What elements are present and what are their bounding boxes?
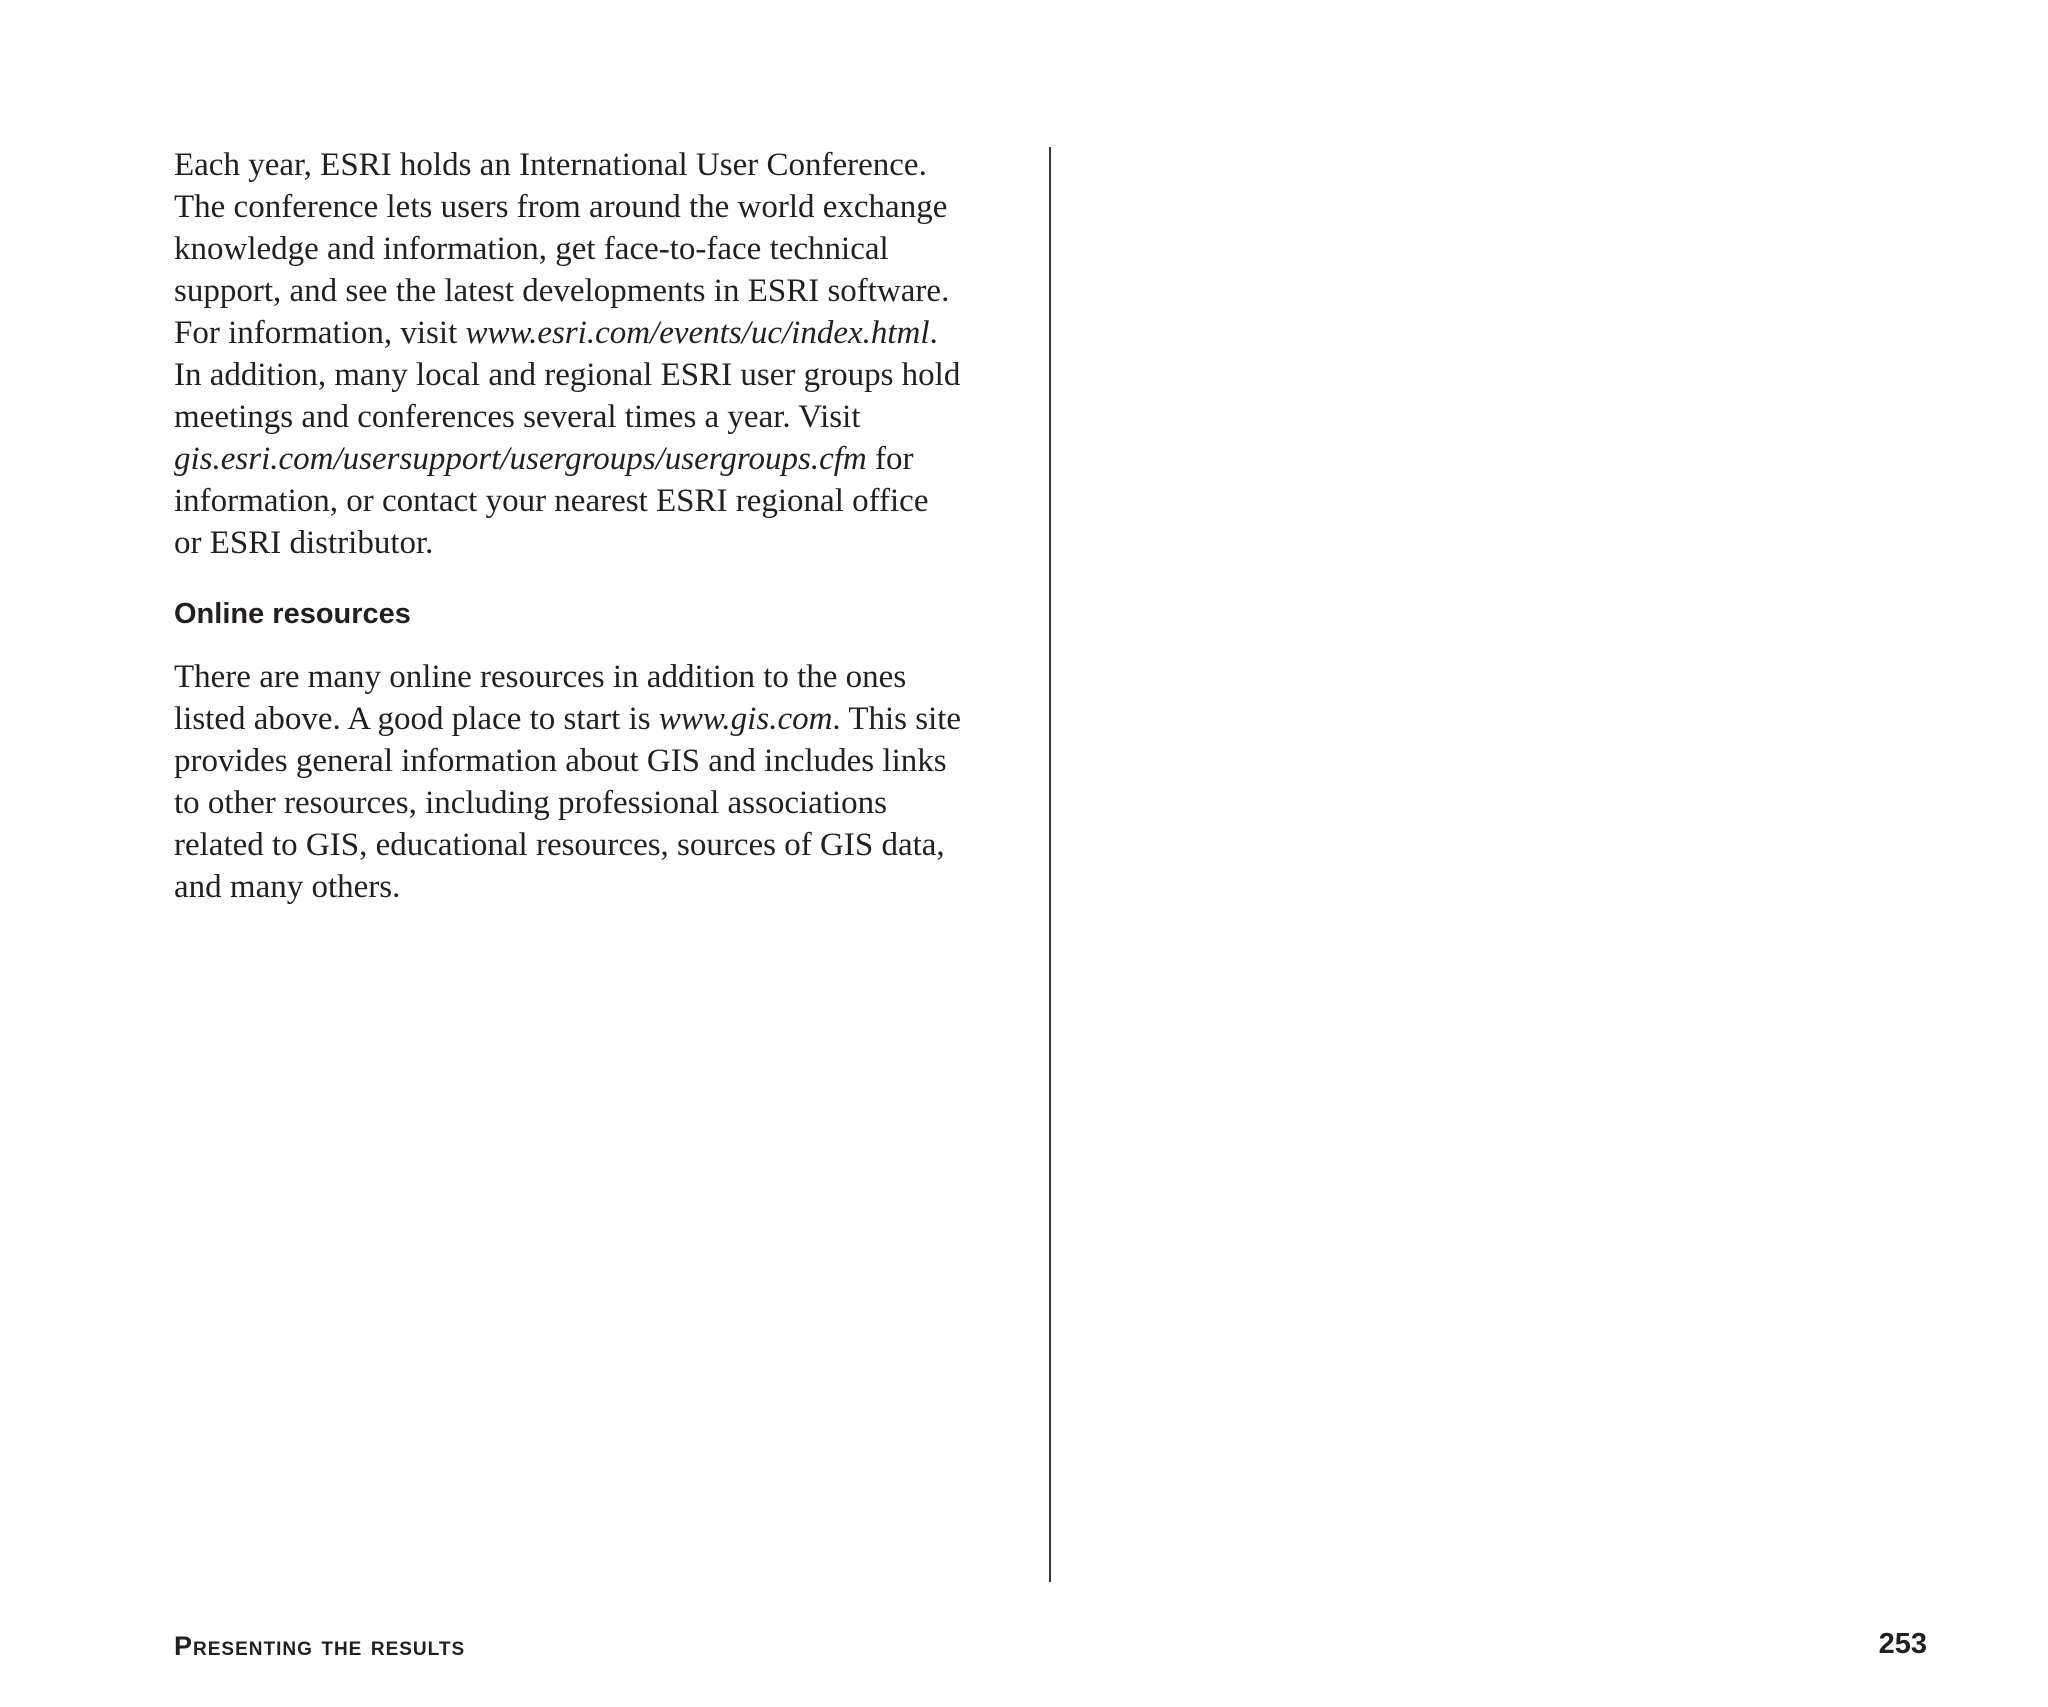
conference-url: www.esri.com/events/uc/index.html [465,315,930,351]
user-groups-url: gis.esri.com/usersupport/usergroups/usergroups.cfm [174,441,867,477]
text-line [174,312,960,354]
section-heading: Online resources [174,598,411,630]
text-fragment: listed above. A good place to start is [174,701,659,737]
text-line: meetings and conferences several times a year. Visit [174,399,861,435]
online-resources-paragraph [174,656,961,908]
text-line: support, and see the latest developments in ESRI software. [174,273,950,309]
conference-paragraph [174,144,960,564]
text-line: related to GIS, educational resources, sources of GIS data, [174,827,945,863]
text-line: knowledge and information, get face-to-face technical [174,231,889,267]
text-line [174,698,961,740]
text-line: provides general information about GIS and includes links [174,743,947,779]
text-line: The conference lets users from around the world exchange [174,189,948,225]
text-fragment: for [866,441,914,477]
gis-url: www.gis.com [658,701,833,737]
text-line: Each year, ESRI holds an International User Conference. [174,147,927,183]
column-divider [1049,147,1051,1582]
text-line: There are many online resources in addition to the ones [174,659,907,695]
text-line [174,438,960,480]
page-number: 253 [1878,1628,1927,1660]
text-line: information, or contact your nearest ESRI regional office [174,483,929,519]
running-footer-title: Presenting the results [174,1631,466,1661]
text-line: to other resources, including professional associations [174,785,887,821]
text-fragment: . [929,315,938,351]
text-line: and many others. [174,869,401,905]
text-fragment: For information, visit [174,315,466,351]
text-line: or ESRI distributor. [174,525,434,561]
text-fragment: . This site [832,701,962,737]
text-line: In addition, many local and regional ESRI user groups hold [174,357,961,393]
